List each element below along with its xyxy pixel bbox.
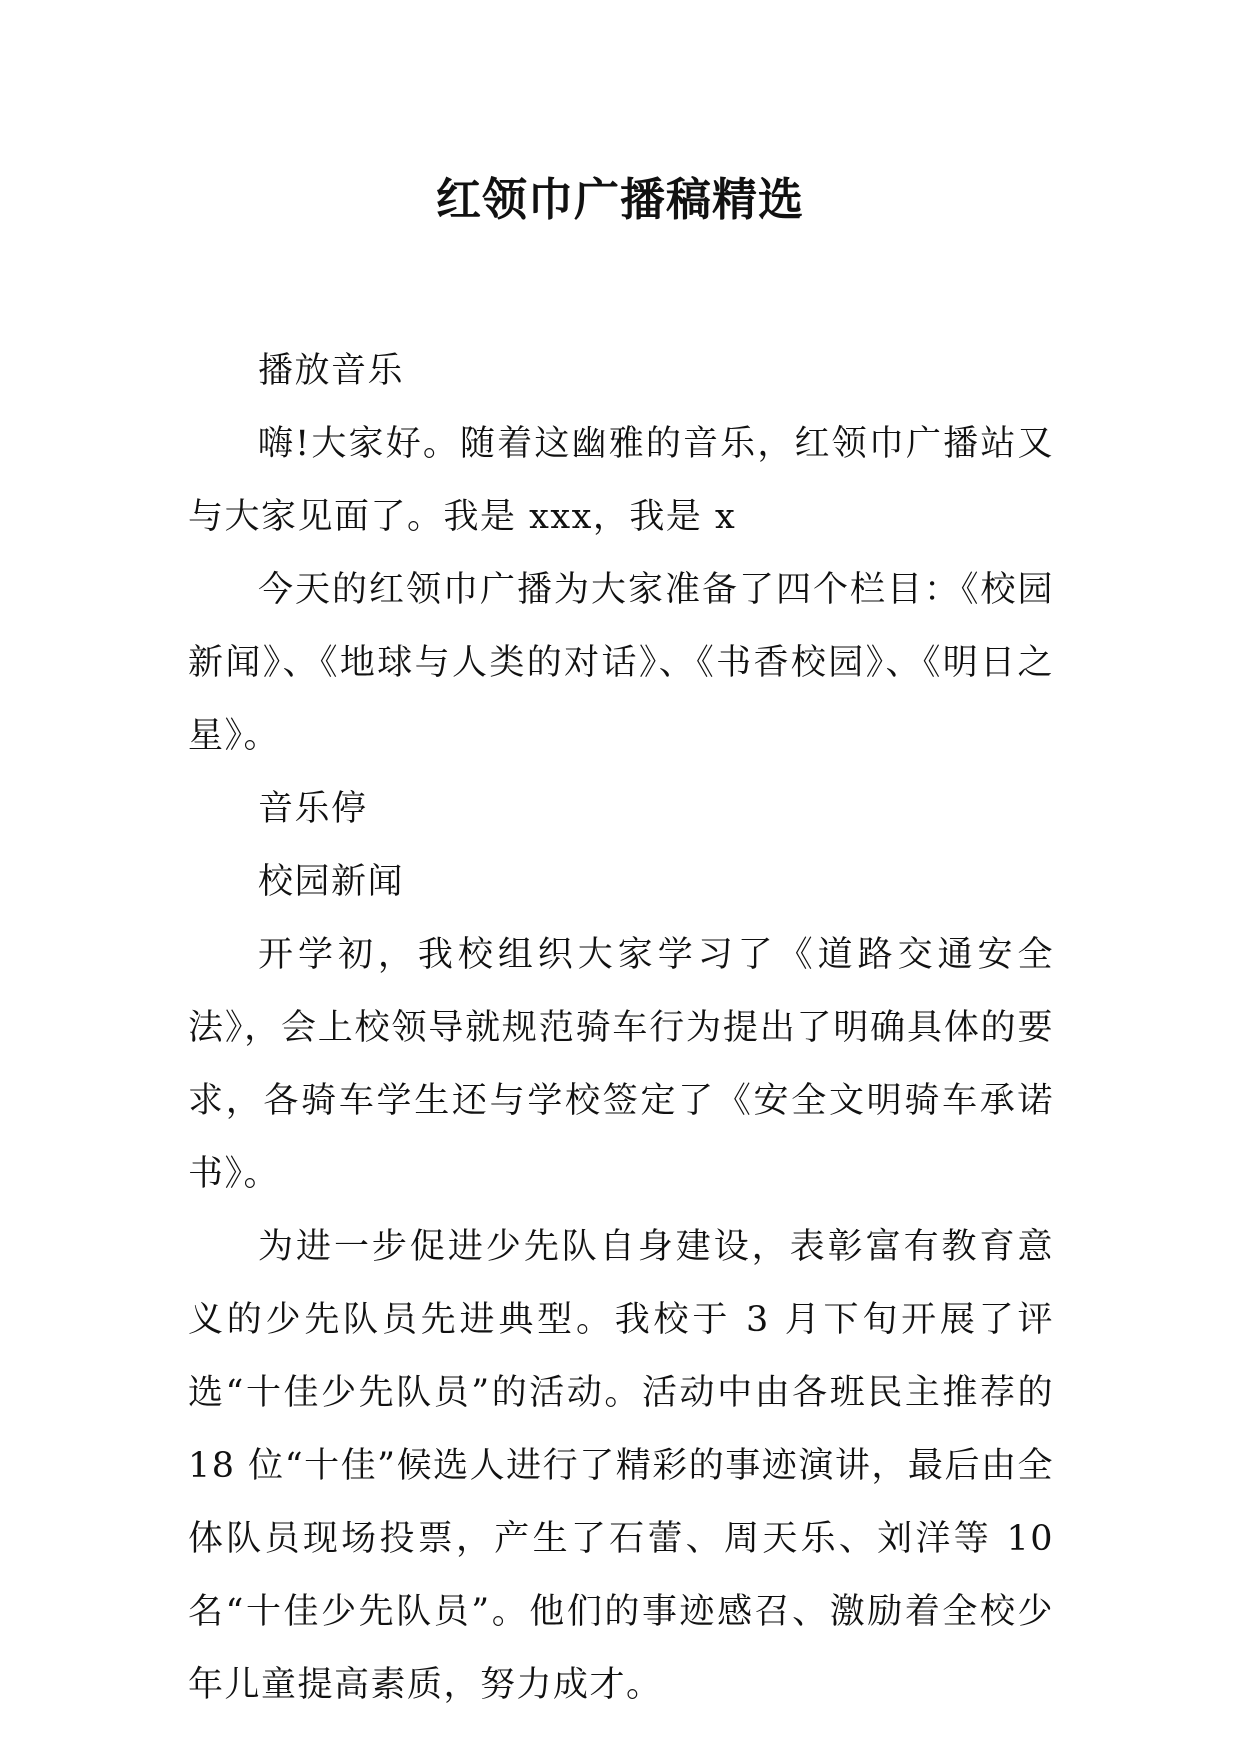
paragraph-top-ten-pioneers: 为进一步促进少先队自身建设，表彰富有教育意义的少先队员先进典型。我校于 3 月下旬开展了评选“十佳少先队员”的活动。活动中由各班民主推荐的 18 位“十佳”候选人进行了精彩的事迹演讲，最后由全体队员现场投票，产生了石蕾、周天乐、刘洋等 10 名“十佳少先队员”。他们的事迹感召、激励着全校少年儿童提高素质，努力成才。 (188, 1227, 1054, 1705)
document-title: 红领巾广播稿精选 (435, 173, 804, 226)
paragraph-campus-news-heading: 校园新闻 (258, 862, 405, 902)
paragraph-play-music: 播放音乐 (258, 351, 405, 391)
paragraph-music-stop: 音乐停 (258, 789, 368, 829)
document-body (188, 335, 1054, 1722)
paragraph-traffic-safety: 开学初，我校组织大家学习了《道路交通安全法》，会上校领导就规范骑车行为提出了明确具体的要求，各骑车学生还与学校签定了《安全文明骑车承诺书》。 (188, 935, 1054, 1194)
paragraph-program-overview: 今天的红领巾广播为大家准备了四个栏目：《校园新闻》、《地球与人类的对话》、《书香校园》、《明日之星》。 (188, 570, 1054, 756)
paragraph-greeting: 嗨!大家好。随着这幽雅的音乐，红领巾广播站又与大家见面了。我是 xxx，我是 x (188, 424, 1054, 537)
